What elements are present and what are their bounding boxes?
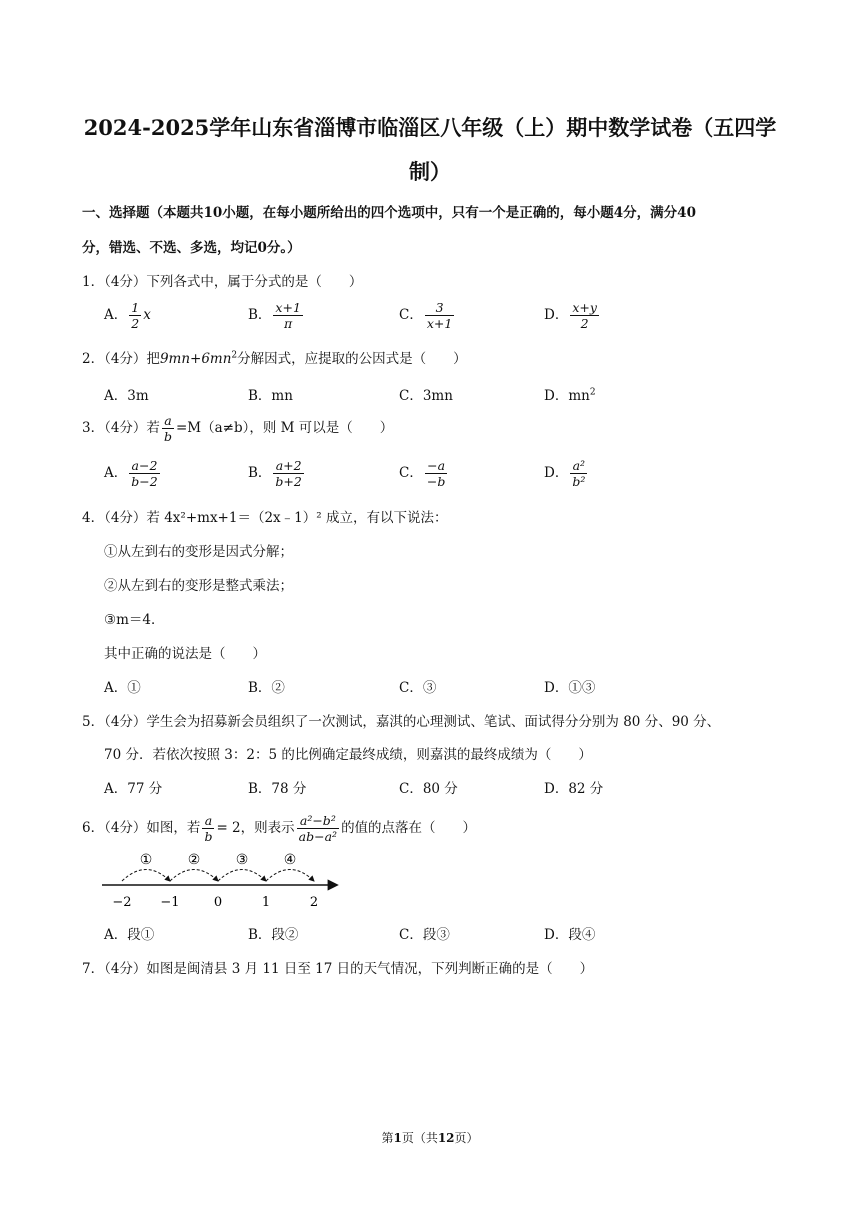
- q6-option-b: B．段②: [248, 927, 299, 943]
- q1-stem: 1．（4分）下列各式中，属于分式的是（ ）: [82, 274, 363, 290]
- q2-stem: 2．（4分）把$9mn+6mn^2$分解因式，应提取的公因式是（ ）: [82, 350, 467, 367]
- q3-stem: 3．（4分）若 $\frac{a}{b}$ =M（a≠b），则 M 可以是（ ）: [82, 413, 394, 444]
- q4-ask: 其中正确的说法是（ ）: [104, 646, 266, 662]
- tick-label-0: 0: [213, 895, 223, 910]
- q5-option-a: A．77 分: [104, 781, 163, 797]
- tick-label-1: 1: [261, 895, 271, 910]
- q4-statement-3: ③m＝4．: [104, 612, 165, 628]
- q4-option-c: C．③: [399, 680, 437, 696]
- q3-option-a: A． $\frac{a-2}{b-2}$: [104, 458, 158, 489]
- q5-option-d: D．82 分: [544, 781, 604, 797]
- tick-label-neg1: −1: [160, 895, 180, 910]
- q2-option-b: B．mn: [248, 388, 293, 404]
- tick-label-neg2: −2: [112, 895, 132, 910]
- segment-label-4: ④: [283, 852, 297, 868]
- q4-option-a: A．①: [104, 680, 141, 696]
- section-header: 一、选择题（本题共10小题，在每小题所给出的四个选项中，只有一个是正确的，每小题4分，满分40: [82, 205, 696, 221]
- q3-option-d: D． $\frac{\text{a²}}{\text{b²}}$: [544, 458, 586, 489]
- section-header-cont: 分，错选、不选、多选，均记0分。）: [82, 240, 301, 256]
- q6-option-c: C．段③: [399, 927, 450, 943]
- q4-statement-2: ②从左到右的变形是整式乘法；: [104, 578, 293, 594]
- number-line-figure: [98, 848, 348, 910]
- page-footer: 第1页（共12页）: [381, 1131, 479, 1145]
- segment-label-3: ③: [235, 852, 249, 868]
- page-title-cont: 制）: [409, 159, 451, 184]
- q6-stem: 6．（4分）如图，若 $\frac{a}{b}$ = 2，则表示 $\frac{\text{a²−b²}}{\text{ab−a²}}$ 的值的点落在（ ）: [82, 813, 477, 844]
- segment-label-1: ①: [139, 852, 153, 868]
- page-title: 2024-2025学年山东省淄博市临淄区八年级（上）期中数学试卷（五四学: [83, 115, 777, 140]
- q3-option-b: B． $\frac{a+2}{b+2}$: [248, 458, 302, 489]
- q4-statement-1: ①从左到右的变形是因式分解；: [104, 544, 293, 560]
- q2-option-d: D．$mn^2$: [544, 387, 596, 404]
- q6-option-a: A．段①: [104, 927, 155, 943]
- q6-option-d: D．段④: [544, 927, 596, 943]
- q1-option-a: A． $\frac{1}{2}$ x: [104, 300, 151, 331]
- tick-label-2: 2: [309, 895, 319, 910]
- q2-option-c: C．3mn: [399, 388, 453, 404]
- q5-option-b: B．78 分: [248, 781, 307, 797]
- q4-option-b: B．②: [248, 680, 285, 696]
- q5-stem-cont: 70 分．若依次按照 3：2：5 的比例确定最终成绩，则嘉淇的最终成绩为（ ）: [104, 747, 592, 763]
- q7-stem: 7．（4分）如图是闽清县 3 月 11 日至 17 日的天气情况，下列判断正确的是（ ）: [82, 961, 594, 977]
- segment-label-2: ②: [187, 852, 201, 868]
- q4-option-d: D．①③: [544, 680, 596, 696]
- q1-option-d: D． $\frac{x+y}{2}$: [544, 300, 597, 331]
- q2-option-a: A．3m: [104, 388, 149, 404]
- q5-option-c: C．80 分: [399, 781, 458, 797]
- q1-option-c: C． $\frac{3}{x+1}$: [399, 300, 453, 331]
- q1-option-b: B． $\frac{x+1}{\pi}$: [248, 300, 301, 331]
- q3-option-c: C． $\frac{-a}{-b}$: [399, 458, 446, 489]
- segment-arcs: [122, 870, 314, 882]
- q5-stem: 5．（4分）学生会为招募新会员组织了一次测试，嘉淇的心理测试、笔试、面试得分分别为 80 分、90 分、: [82, 714, 721, 730]
- q4-stem: 4．（4分）若 4x²+mx+1＝（2x﹣1）² 成立，有以下说法：: [82, 510, 448, 526]
